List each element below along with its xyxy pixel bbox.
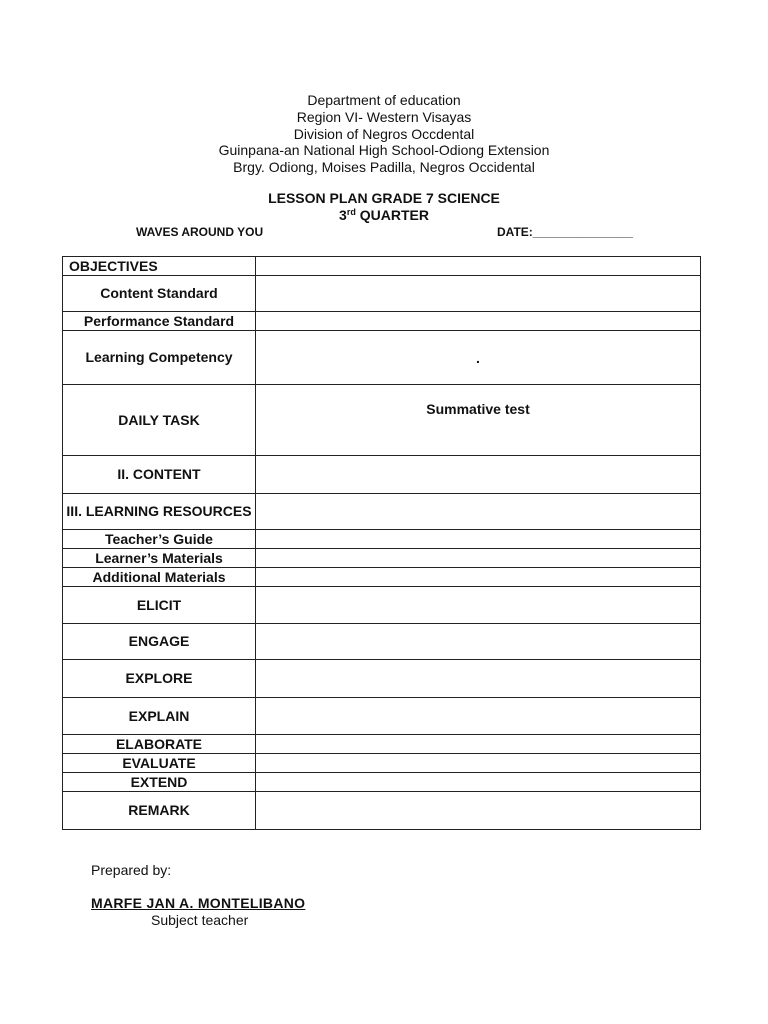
- row-label: EXTEND: [63, 773, 256, 792]
- row-label: DAILY TASK: [63, 385, 256, 456]
- row-value: [256, 494, 701, 530]
- quarter-line: [0, 207, 768, 224]
- row-value: [256, 456, 701, 494]
- row-label: EVALUATE: [63, 754, 256, 773]
- row-label: Performance Standard: [63, 312, 256, 331]
- row-value: [256, 698, 701, 735]
- row-label: EXPLORE: [63, 660, 256, 698]
- teacher-name: MARFE JAN A. MONTELIBANO: [91, 895, 306, 911]
- row-value: [256, 568, 701, 587]
- row-label: Learning Competency: [63, 331, 256, 385]
- teacher-role: Subject teacher: [151, 912, 249, 928]
- table-row: [63, 754, 701, 773]
- address-line: Brgy. Odiong, Moises Padilla, Negros Occidental: [233, 159, 535, 176]
- row-value: .: [256, 331, 701, 385]
- row-label: ENGAGE: [63, 624, 256, 660]
- row-label: III. LEARNING RESOURCES: [63, 494, 256, 530]
- department-line: Department of education: [307, 92, 461, 108]
- row-label: II. CONTENT: [63, 456, 256, 494]
- table-row: [63, 587, 701, 624]
- table-row: [63, 331, 701, 385]
- topic-label: WAVES AROUND YOU: [136, 225, 264, 239]
- row-value: [256, 792, 701, 830]
- table-row: [63, 257, 701, 276]
- table-row: [63, 568, 701, 587]
- row-label: Additional Materials: [63, 568, 256, 587]
- row-label: REMARK: [63, 792, 256, 830]
- table-row: [63, 312, 701, 331]
- quarter-number: 3: [339, 207, 347, 223]
- row-value: [256, 660, 701, 698]
- row-label: Content Standard: [63, 276, 256, 312]
- division-line: Division of Negros Occdental: [293, 125, 475, 142]
- row-label: Learner’s Materials: [63, 549, 256, 568]
- row-value: [256, 735, 701, 754]
- row-value: [256, 587, 701, 624]
- row-label: OBJECTIVES: [63, 257, 256, 276]
- row-value: [256, 773, 701, 792]
- school-header: [0, 92, 768, 176]
- quarter-suffix: rd: [346, 207, 356, 217]
- table-row: [63, 773, 701, 792]
- row-label: ELICIT: [63, 587, 256, 624]
- region-line: Region VI- Western Visayas: [296, 108, 472, 125]
- table-row: [63, 530, 701, 549]
- row-value: [256, 624, 701, 660]
- quarter-word: QUARTER: [355, 207, 429, 223]
- table-row: [63, 792, 701, 830]
- row-label: ELABORATE: [63, 735, 256, 754]
- row-value: Summative test: [256, 385, 701, 456]
- row-value: [256, 257, 701, 276]
- row-value: [256, 549, 701, 568]
- lesson-plan-title: [0, 190, 768, 224]
- date-field: DATE:_______________: [497, 225, 633, 239]
- row-value: [256, 530, 701, 549]
- row-label: Teacher’s Guide: [63, 530, 256, 549]
- table-row: [63, 276, 701, 312]
- table-row: [63, 456, 701, 494]
- row-value: [256, 312, 701, 331]
- school-line: Guinpana-an National High School-Odiong Extension: [218, 142, 550, 159]
- table-row: [63, 494, 701, 530]
- table-row: [63, 385, 701, 456]
- table-row: [63, 624, 701, 660]
- table-row: [63, 698, 701, 735]
- row-label: EXPLAIN: [63, 698, 256, 735]
- prepared-by-label: Prepared by:: [91, 862, 172, 878]
- title-line: LESSON PLAN GRADE 7 SCIENCE: [268, 190, 500, 206]
- table-row: [63, 549, 701, 568]
- row-value: [256, 276, 701, 312]
- lesson-plan-table: [62, 256, 701, 830]
- table-row: [63, 735, 701, 754]
- table-row: [63, 660, 701, 698]
- topic-date-line: [0, 225, 768, 241]
- row-value: [256, 754, 701, 773]
